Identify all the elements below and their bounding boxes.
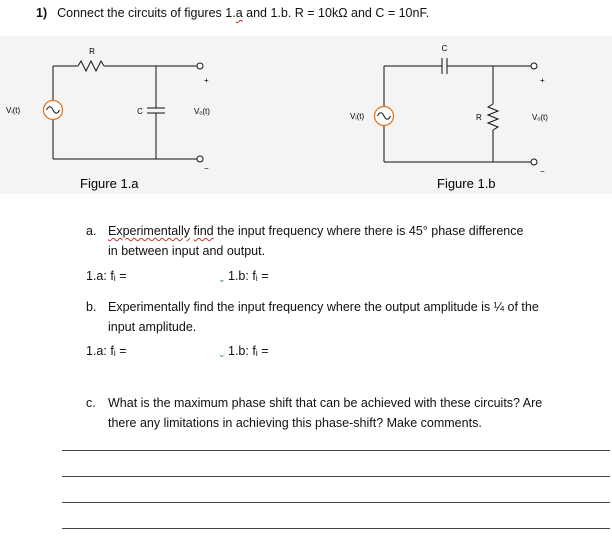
- question-text-pre: Connect the circuits of figures 1.: [57, 6, 236, 20]
- item-a-word-experimentally: Experimentally: [108, 224, 190, 238]
- terminal-output-plus: [531, 63, 537, 69]
- item-c-text: What is the maximum phase shift that can be achieved with these circuits? Are: [108, 396, 543, 410]
- item-b-line1: [86, 297, 604, 317]
- label-vi: Vᵢ(t): [350, 112, 365, 121]
- answer-line-1[interactable]: [62, 450, 610, 451]
- label-minus: −: [204, 164, 209, 173]
- label-r: R: [476, 113, 482, 122]
- item-b-answer-1b: 1.b: fᵢ =: [228, 344, 269, 358]
- item-a-line1: [86, 221, 604, 241]
- question-number: 1): [36, 6, 48, 20]
- item-c-line2: there any limitations in achieving this phase-shift? Make comments.: [108, 416, 482, 430]
- item-a-rest: the input frequency where there is 45° phase difference: [213, 224, 524, 238]
- resistor-r: [488, 104, 498, 130]
- terminal-output-minus: [197, 156, 203, 162]
- label-plus: +: [540, 76, 545, 85]
- item-a-answer-1b: 1.b: fᵢ =: [228, 269, 269, 283]
- answer-line-4[interactable]: [62, 528, 610, 529]
- figure-1a-circuit: [0, 36, 300, 194]
- item-c-letter: c.: [86, 396, 96, 410]
- terminal-output-plus: [197, 63, 203, 69]
- edit-mark-icon: ⌄: [218, 274, 226, 284]
- label-plus: +: [204, 76, 209, 85]
- question-text-post: and 1.b. R = 10kΩ and C = 10nF.: [242, 6, 430, 20]
- item-c: [86, 393, 606, 433]
- label-c: C: [137, 107, 143, 116]
- figure-1b-circuit: [300, 36, 612, 194]
- item-b-line2: input amplitude.: [108, 320, 197, 334]
- item-a-answer-1a: 1.a: fᵢ =: [86, 269, 127, 283]
- edit-mark-icon: ⌄: [218, 349, 226, 359]
- label-vo: Vₒ(t): [532, 113, 548, 122]
- item-a: [86, 221, 604, 261]
- item-a-letter: a.: [86, 224, 97, 238]
- item-b: [86, 297, 604, 337]
- item-a-word-find: find: [193, 224, 214, 238]
- resistor-r: [78, 61, 104, 71]
- label-vi: Vᵢ(t): [6, 106, 21, 115]
- label-vo: Vₒ(t): [194, 107, 210, 116]
- terminal-output-minus: [531, 159, 537, 165]
- answer-line-2[interactable]: [62, 476, 610, 477]
- label-minus: −: [540, 167, 545, 176]
- label-r: R: [89, 47, 95, 56]
- item-a-line2: in between input and output.: [108, 244, 266, 258]
- question-text-a: a: [235, 6, 243, 20]
- question-heading: [36, 6, 429, 20]
- label-c: C: [441, 44, 448, 53]
- figure-1b-caption: Figure 1.b: [437, 176, 496, 191]
- answer-line-3[interactable]: [62, 502, 610, 503]
- item-b-answer-1a: 1.a: fᵢ =: [86, 344, 127, 358]
- figure-1a-caption: Figure 1.a: [80, 176, 139, 191]
- item-b-letter: b.: [86, 300, 97, 314]
- item-c-line1: [86, 393, 606, 413]
- item-b-text: Experimentally find the input frequency where the output amplitude is ¼ of the: [108, 300, 539, 314]
